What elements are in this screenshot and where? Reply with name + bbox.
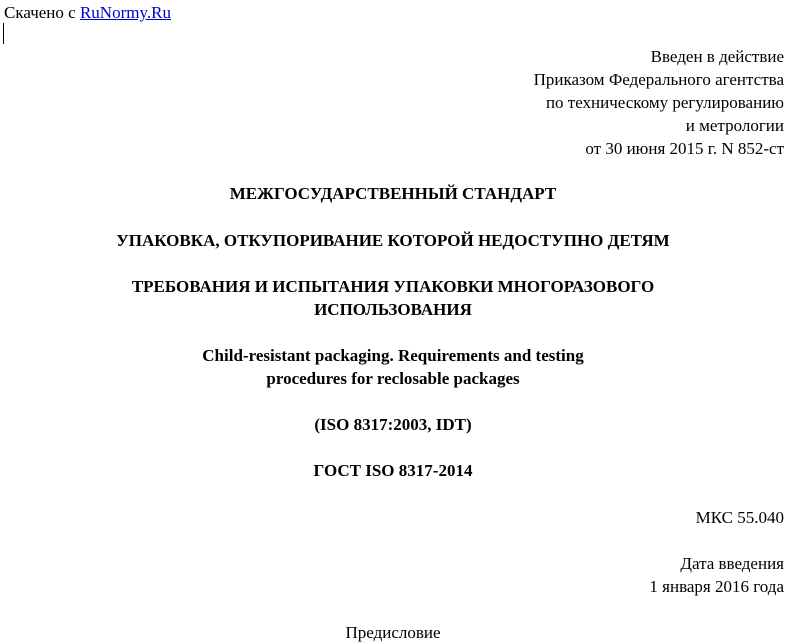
text-cursor [3, 23, 4, 44]
source-line [4, 1, 171, 24]
introduction-date-label: Дата введения [680, 554, 784, 573]
english-title-line: Child-resistant packaging. Requirements and testing [202, 346, 584, 365]
english-title-line: procedures for reclosable packages [266, 369, 520, 388]
introduction-date-block [649, 552, 784, 598]
foreword-heading: Предисловие [345, 623, 441, 642]
standard-type-heading: МЕЖГОСУДАРСТВЕННЫЙ СТАНДАРТ [229, 184, 557, 203]
enactment-line: по техническому регулированию [545, 93, 784, 112]
enactment-line: и метрологии [685, 116, 784, 135]
source-prefix: Скачено с [4, 3, 76, 22]
enactment-line: Введен в действие [650, 47, 784, 66]
enactment-line: от 30 июня 2015 г. N 852-ст [585, 139, 784, 158]
source-link[interactable]: RuNormy.Ru [79, 3, 171, 22]
sub-title-line: ИСПОЛЬЗОВАНИЯ [314, 300, 472, 319]
sub-title [0, 275, 786, 321]
gost-code: ГОСТ ISO 8317-2014 [313, 461, 473, 480]
english-title [0, 344, 786, 390]
iso-reference: (ISO 8317:2003, IDT) [314, 415, 472, 434]
mks-code: МКС 55.040 [695, 508, 784, 527]
enactment-block [534, 45, 784, 160]
main-title: УПАКОВКА, ОТКУПОРИВАНИЕ КОТОРОЙ НЕДОСТУПНО ДЕТЯМ [116, 231, 670, 250]
enactment-line: Приказом Федерального агентства [533, 70, 784, 89]
sub-title-line: ТРЕБОВАНИЯ И ИСПЫТАНИЯ УПАКОВКИ МНОГОРАЗОВОГО [131, 277, 655, 296]
introduction-date-value: 1 января 2016 года [649, 577, 784, 596]
